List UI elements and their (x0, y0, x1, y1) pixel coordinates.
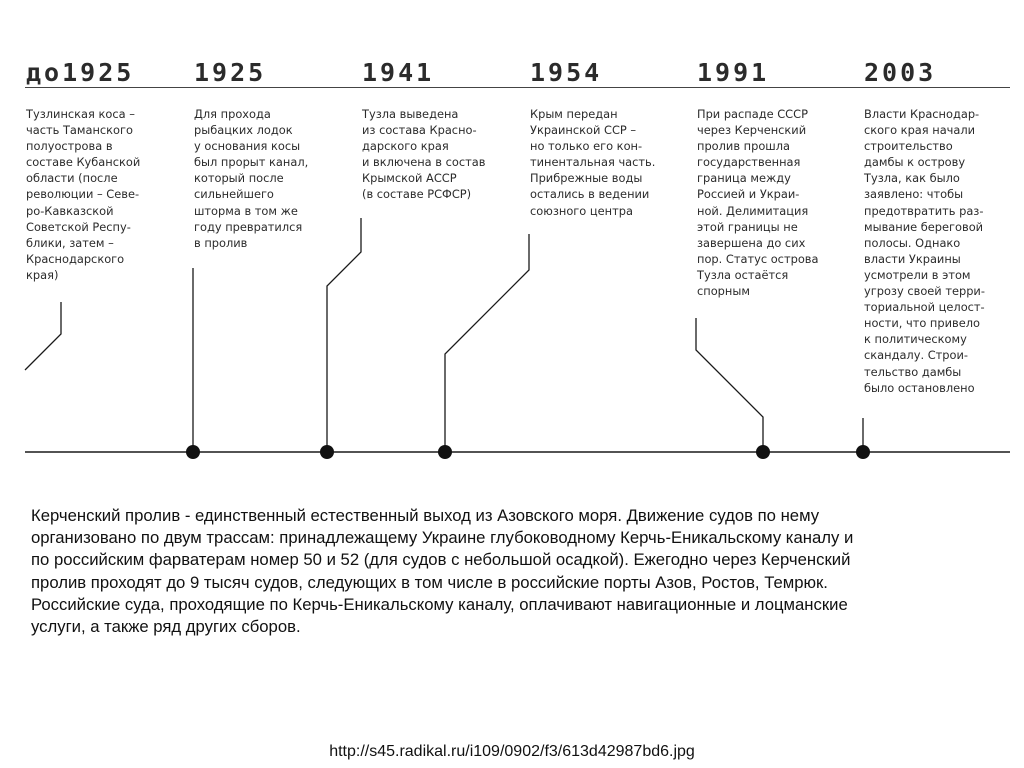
year-before-1925: до1925 (26, 58, 135, 87)
connector-1941 (327, 218, 361, 452)
kerch-strait-description: Керченский пролив - единственный естественный выход из Азовского моря. Движение судов по нему организовано по двум трассам: принадлежащему Украине глубоководному Керчь-Еникальскому каналу и по российским фарватерам номер 50 и 52 (для судов с небольшой осадкой). Ежегодно через Керченский пролив проходят до 9 тысяч судов, следующих в том числе в российские порты Азов, Ростов, Темрюк. Российские суда, проходящие по Керчь-Еникальскому каналу, оплачивают навигационные и лоцманские услуги, а также ряд других сборов. (31, 506, 854, 637)
event-text-1991: При распаде СССР через Керченский пролив прошла государственная граница между Россией и Украи- ной. Делимитация этой границы не завершена до сих пор. Статус острова Тузла остаётся спорным (697, 107, 819, 299)
connector-1991 (696, 318, 763, 452)
event-text-1954: Крым передан Украинской ССР – но только его кон- тинентальная часть. Прибрежные воды остались в ведении союзного центра (530, 107, 656, 218)
timeline-dot-1954 (438, 445, 452, 459)
timeline-dot-1941 (320, 445, 334, 459)
year-1954: 1954 (530, 58, 603, 87)
event-text-1941: Тузла выведена из состава Красно- дарского края и включена в состав Крымской АССР (в составе РСФСР) (362, 107, 486, 202)
event-text-2003: Власти Краснодар- ского края начали строительство дамбы к острову Тузла, как было заявлено: чтобы предотвратить раз- мывание береговой полосы. Однако власти Украины усмотрели в этом угрозу своей терри- ториальной целост- ности, что привело к политическому скандалу. Строи- тельство дамбы было остановлено (864, 107, 985, 395)
year-1925: 1925 (194, 58, 267, 87)
source-url[interactable]: http://s45.radikal.ru/i109/0902/f3/613d42987bd6.jpg (329, 743, 695, 760)
year-2003: 2003 (864, 58, 937, 87)
timeline-dot-1925 (186, 445, 200, 459)
connector-1954 (445, 234, 529, 452)
event-text-1925: Для прохода рыбацких лодок у основания косы был прорыт канал, который после сильнейшего шторма в том же году превратился в пролив (194, 107, 309, 250)
year-1991: 1991 (697, 58, 770, 87)
timeline-dot-2003 (856, 445, 870, 459)
connector-before-1925 (25, 302, 61, 370)
year-1941: 1941 (362, 58, 435, 87)
event-text-before-1925: Тузлинская коса – часть Таманского полуострова в составе Кубанской области (после революции – Севе- ро-Кавказской Советской Респу- блики, затем – Краснодарского края) (26, 107, 141, 282)
timeline-dot-1991 (756, 445, 770, 459)
